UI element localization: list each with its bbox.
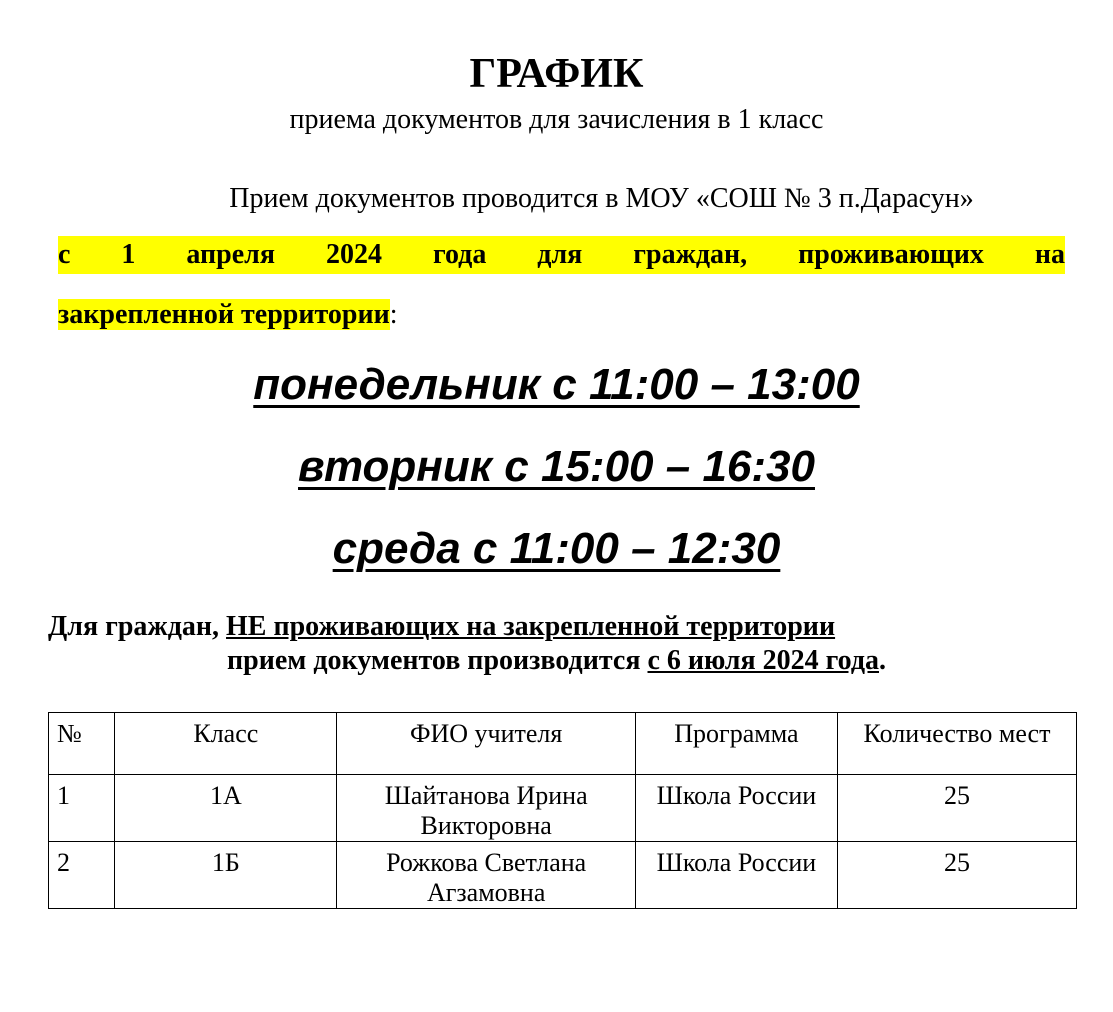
- table-header-row: [49, 713, 1077, 775]
- table-row: [49, 775, 1077, 842]
- schedule-tuesday-text: вторник с 15:00 – 16:30: [298, 442, 815, 491]
- intro-text: Прием документов проводится в МОУ «СОШ № 3 п.Дарасун»: [229, 183, 974, 214]
- highlight-word: проживающих: [798, 239, 984, 270]
- cell-class: 1Б: [115, 842, 337, 909]
- cell-program: Школа России: [635, 775, 837, 842]
- highlighted-territory-line: [58, 296, 398, 334]
- highlight-colon: :: [389, 299, 398, 330]
- schedule-wednesday-text: среда с 11:00 – 12:30: [332, 524, 781, 573]
- highlight-word: граждан,: [633, 239, 748, 270]
- cell-teacher: Шайтанова Ирина Викторовна: [337, 775, 635, 842]
- note-underlined: НЕ проживающих на закрепленной территории: [226, 611, 836, 642]
- document-subtitle: приема документов для зачисления в 1 класс: [289, 104, 824, 135]
- document-title: ГРАФИК: [469, 51, 644, 97]
- header-class: Класс: [115, 713, 337, 775]
- table-row: [49, 842, 1077, 909]
- highlight-word: для: [537, 239, 583, 270]
- non-resident-note-line1: [48, 610, 835, 644]
- non-resident-note-line2: [0, 644, 1113, 678]
- highlighted-date-line: [58, 236, 1065, 274]
- classes-table: [48, 712, 1077, 909]
- cell-seats: 25: [838, 842, 1077, 909]
- header-number: №: [49, 713, 115, 775]
- cell-seats: 25: [838, 775, 1077, 842]
- header-program: Программа: [635, 713, 837, 775]
- header-seats: Количество мест: [838, 713, 1077, 775]
- cell-class: 1А: [115, 775, 337, 842]
- note-prefix: Для граждан,: [48, 611, 227, 642]
- schedule-wednesday: [0, 522, 1113, 576]
- note-line2-suffix: .: [879, 645, 886, 676]
- highlight-word: 1: [121, 239, 136, 270]
- highlight-word: на: [1034, 239, 1065, 270]
- note-line2-prefix: прием документов производится: [227, 645, 648, 676]
- schedule-monday: [0, 358, 1113, 412]
- schedule-monday-text: понедельник с 11:00 – 13:00: [253, 360, 860, 409]
- note-date: с 6 июля 2024 года: [647, 645, 879, 676]
- highlight-territory: закрепленной территории: [58, 299, 390, 330]
- schedule-tuesday: [0, 440, 1113, 494]
- highlight-word: года: [432, 239, 487, 270]
- highlight-word: апреля: [186, 239, 275, 270]
- highlight-word: с: [58, 239, 71, 270]
- cell-number: 1: [49, 775, 115, 842]
- header-teacher: ФИО учителя: [337, 713, 635, 775]
- cell-number: 2: [49, 842, 115, 909]
- highlight-word: 2024: [325, 239, 382, 270]
- cell-program: Школа России: [635, 842, 837, 909]
- cell-teacher: Рожкова Светлана Агзамовна: [337, 842, 635, 909]
